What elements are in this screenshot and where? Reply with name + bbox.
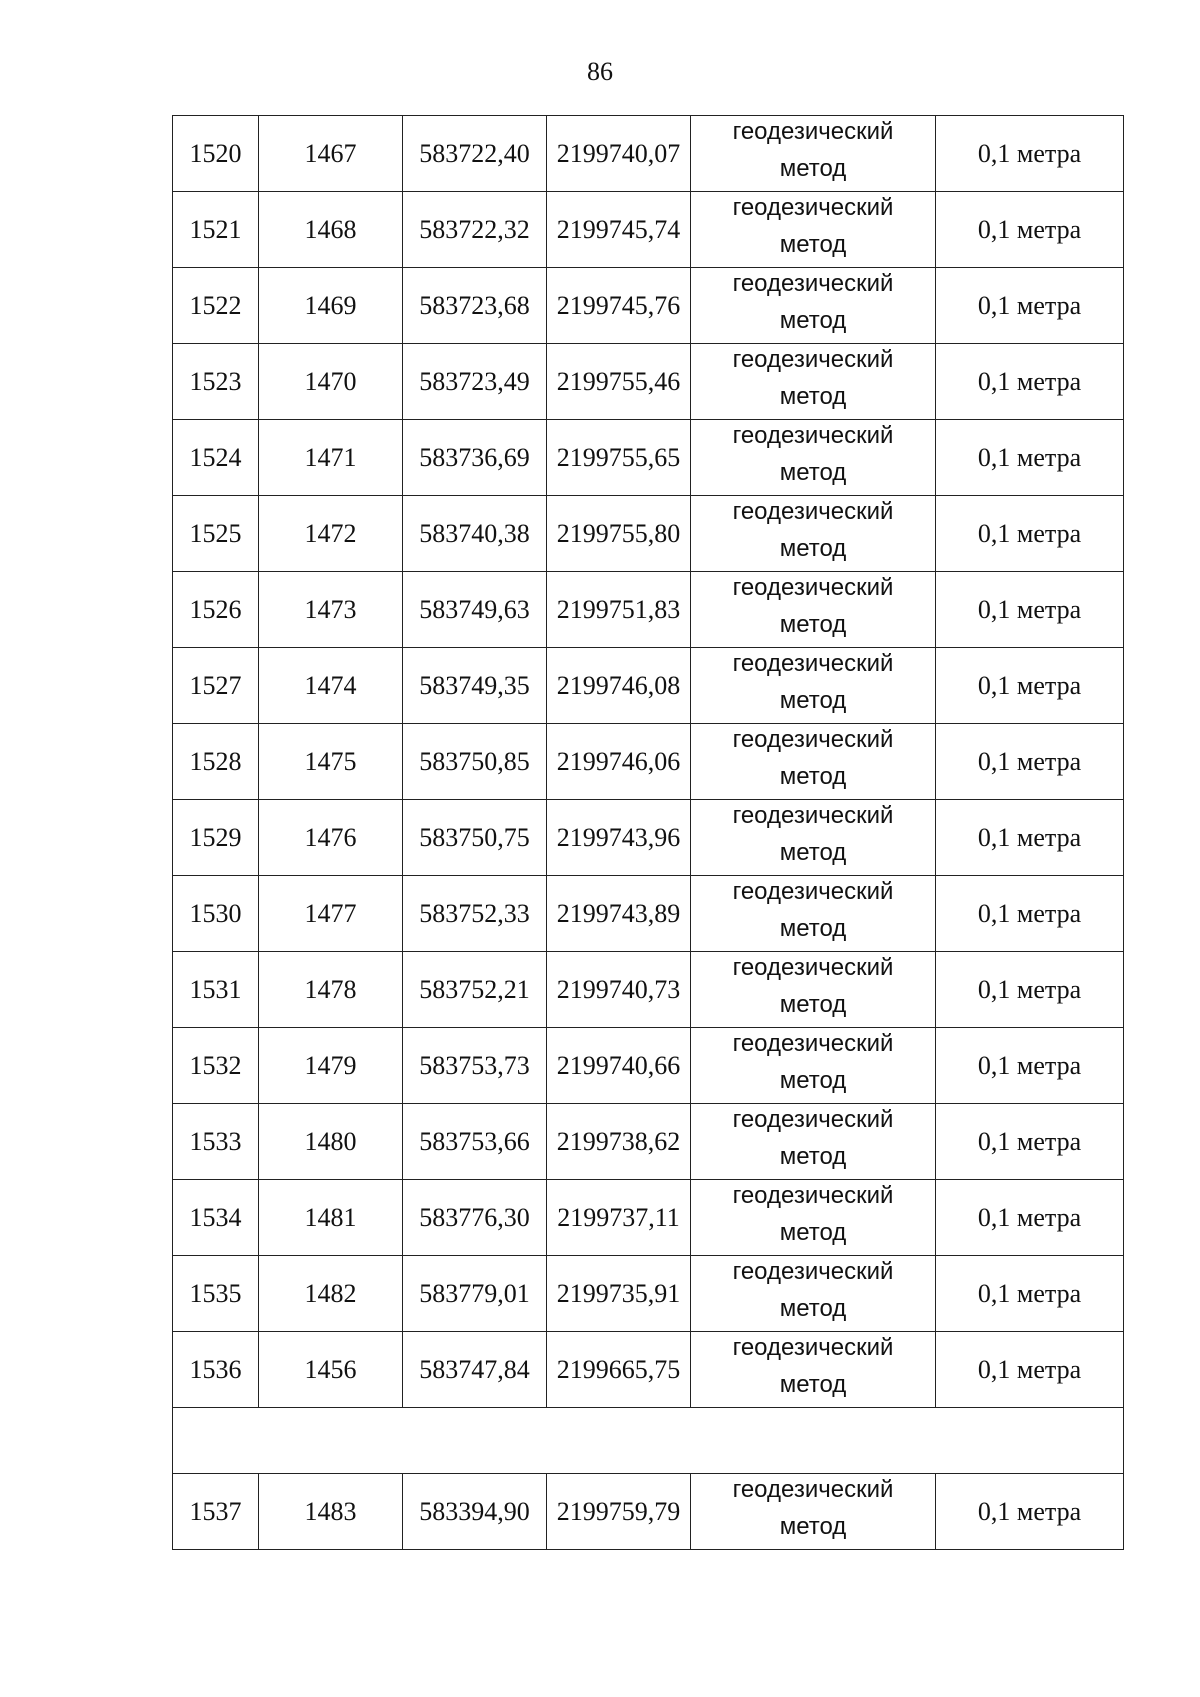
row-number-cell: 1529 [173, 800, 259, 876]
row-number-cell: 1534 [173, 1180, 259, 1256]
method-word-1: геодезический [732, 1333, 894, 1361]
method-word-1: геодезический [732, 649, 894, 677]
y-coordinate-cell: 2199751,83 [547, 572, 691, 648]
row-number-cell: 1523 [173, 344, 259, 420]
table-row [173, 1474, 1124, 1550]
point-number-cell: 1483 [259, 1474, 403, 1550]
x-coordinate-cell: 583753,73 [403, 1028, 547, 1104]
y-coordinate-cell: 2199755,65 [547, 420, 691, 496]
x-coordinate-cell: 583752,33 [403, 876, 547, 952]
y-coordinate-cell: 2199740,66 [547, 1028, 691, 1104]
point-number-cell: 1474 [259, 648, 403, 724]
method-word-1: геодезический [732, 193, 894, 221]
method-cell [691, 116, 936, 192]
method-word-1: геодезический [732, 725, 894, 753]
method-cell [691, 876, 936, 952]
method-cell [691, 420, 936, 496]
method-cell [691, 952, 936, 1028]
table-row [173, 800, 1124, 876]
x-coordinate-cell: 583776,30 [403, 1180, 547, 1256]
method-word-2: метод [779, 306, 847, 334]
accuracy-cell: 0,1 метра [936, 1256, 1124, 1332]
method-cell [691, 192, 936, 268]
y-coordinate-cell: 2199743,96 [547, 800, 691, 876]
method-cell [691, 268, 936, 344]
method-word-1: геодезический [732, 421, 894, 449]
method-cell [691, 648, 936, 724]
row-number-cell: 1537 [173, 1474, 259, 1550]
method-word-1: геодезический [732, 1181, 894, 1209]
table-row [173, 420, 1124, 496]
method-word-1: геодезический [732, 497, 894, 525]
method-cell [691, 1028, 936, 1104]
point-number-cell: 1473 [259, 572, 403, 648]
row-number-cell: 1525 [173, 496, 259, 572]
method-word-2: метод [779, 154, 847, 182]
point-number-cell: 1470 [259, 344, 403, 420]
point-number-cell: 1467 [259, 116, 403, 192]
x-coordinate-cell: 583753,66 [403, 1104, 547, 1180]
y-coordinate-cell: 2199740,07 [547, 116, 691, 192]
row-number-cell: 1522 [173, 268, 259, 344]
y-coordinate-cell: 2199746,08 [547, 648, 691, 724]
row-number-cell: 1528 [173, 724, 259, 800]
y-coordinate-cell: 2199743,89 [547, 876, 691, 952]
y-coordinate-cell: 2199755,46 [547, 344, 691, 420]
table-row [173, 1028, 1124, 1104]
method-cell [691, 1180, 936, 1256]
accuracy-cell: 0,1 метра [936, 1332, 1124, 1408]
row-number-cell: 1520 [173, 116, 259, 192]
point-number-cell: 1472 [259, 496, 403, 572]
point-number-cell: 1475 [259, 724, 403, 800]
method-cell [691, 1256, 936, 1332]
row-number-cell: 1526 [173, 572, 259, 648]
x-coordinate-cell: 583750,75 [403, 800, 547, 876]
accuracy-cell: 0,1 метра [936, 876, 1124, 952]
x-coordinate-cell: 583752,21 [403, 952, 547, 1028]
accuracy-cell: 0,1 метра [936, 268, 1124, 344]
accuracy-cell: 0,1 метра [936, 116, 1124, 192]
method-word-2: метод [779, 1142, 847, 1170]
accuracy-cell: 0,1 метра [936, 648, 1124, 724]
accuracy-cell: 0,1 метра [936, 1104, 1124, 1180]
point-number-cell: 1477 [259, 876, 403, 952]
method-word-1: геодезический [732, 269, 894, 297]
method-cell [691, 496, 936, 572]
method-word-2: метод [779, 458, 847, 486]
accuracy-cell: 0,1 метра [936, 724, 1124, 800]
method-word-2: метод [779, 382, 847, 410]
method-word-2: метод [779, 534, 847, 562]
method-word-1: геодезический [732, 1029, 894, 1057]
table-row [173, 268, 1124, 344]
x-coordinate-cell: 583749,63 [403, 572, 547, 648]
method-cell [691, 1332, 936, 1408]
x-coordinate-cell: 583750,85 [403, 724, 547, 800]
table-row [173, 876, 1124, 952]
method-word-2: метод [779, 1218, 847, 1246]
accuracy-cell: 0,1 метра [936, 192, 1124, 268]
y-coordinate-cell: 2199735,91 [547, 1256, 691, 1332]
x-coordinate-cell: 583722,40 [403, 116, 547, 192]
x-coordinate-cell: 583749,35 [403, 648, 547, 724]
method-cell [691, 1104, 936, 1180]
y-coordinate-cell: 2199759,79 [547, 1474, 691, 1550]
point-number-cell: 1469 [259, 268, 403, 344]
table-row [173, 1332, 1124, 1408]
page-number: 86 [587, 57, 613, 86]
point-number-cell: 1478 [259, 952, 403, 1028]
method-word-1: геодезический [732, 953, 894, 981]
coordinates-table [172, 115, 1124, 1550]
spacer-cell [173, 1408, 1124, 1474]
method-word-1: геодезический [732, 1475, 894, 1503]
point-number-cell: 1479 [259, 1028, 403, 1104]
row-number-cell: 1531 [173, 952, 259, 1028]
point-number-cell: 1468 [259, 192, 403, 268]
table-row [173, 116, 1124, 192]
y-coordinate-cell: 2199745,74 [547, 192, 691, 268]
x-coordinate-cell: 583723,49 [403, 344, 547, 420]
method-word-1: геодезический [732, 1257, 894, 1285]
table-row [173, 496, 1124, 572]
method-word-2: метод [779, 1370, 847, 1398]
x-coordinate-cell: 583723,68 [403, 268, 547, 344]
table-row [173, 192, 1124, 268]
accuracy-cell: 0,1 метра [936, 496, 1124, 572]
table-row [173, 1180, 1124, 1256]
accuracy-cell: 0,1 метра [936, 572, 1124, 648]
point-number-cell: 1482 [259, 1256, 403, 1332]
method-word-2: метод [779, 914, 847, 942]
table-row [173, 572, 1124, 648]
method-word-1: геодезический [732, 117, 894, 145]
table-row [173, 952, 1124, 1028]
row-number-cell: 1524 [173, 420, 259, 496]
row-number-cell: 1527 [173, 648, 259, 724]
x-coordinate-cell: 583747,84 [403, 1332, 547, 1408]
spacer-row [173, 1408, 1124, 1474]
accuracy-cell: 0,1 метра [936, 420, 1124, 496]
y-coordinate-cell: 2199745,76 [547, 268, 691, 344]
method-word-1: геодезический [732, 801, 894, 829]
method-word-2: метод [779, 686, 847, 714]
method-word-1: геодезический [732, 573, 894, 601]
accuracy-cell: 0,1 метра [936, 800, 1124, 876]
point-number-cell: 1480 [259, 1104, 403, 1180]
table-row [173, 1104, 1124, 1180]
method-word-1: геодезический [732, 1105, 894, 1133]
row-number-cell: 1530 [173, 876, 259, 952]
coordinates-table-body [173, 116, 1124, 1550]
accuracy-cell: 0,1 метра [936, 344, 1124, 420]
accuracy-cell: 0,1 метра [936, 1474, 1124, 1550]
y-coordinate-cell: 2199665,75 [547, 1332, 691, 1408]
accuracy-cell: 0,1 метра [936, 1180, 1124, 1256]
row-number-cell: 1536 [173, 1332, 259, 1408]
method-cell [691, 344, 936, 420]
method-word-2: метод [779, 1512, 847, 1540]
x-coordinate-cell: 583740,38 [403, 496, 547, 572]
row-number-cell: 1535 [173, 1256, 259, 1332]
accuracy-cell: 0,1 метра [936, 1028, 1124, 1104]
method-cell [691, 1474, 936, 1550]
method-word-1: геодезический [732, 877, 894, 905]
method-cell [691, 724, 936, 800]
method-word-1: геодезический [732, 345, 894, 373]
y-coordinate-cell: 2199755,80 [547, 496, 691, 572]
method-word-2: метод [779, 1066, 847, 1094]
point-number-cell: 1481 [259, 1180, 403, 1256]
y-coordinate-cell: 2199746,06 [547, 724, 691, 800]
point-number-cell: 1471 [259, 420, 403, 496]
point-number-cell: 1456 [259, 1332, 403, 1408]
accuracy-cell: 0,1 метра [936, 952, 1124, 1028]
method-word-2: метод [779, 230, 847, 258]
method-word-2: метод [779, 610, 847, 638]
table-row [173, 344, 1124, 420]
y-coordinate-cell: 2199740,73 [547, 952, 691, 1028]
table-row [173, 724, 1124, 800]
method-cell [691, 800, 936, 876]
table-row [173, 1256, 1124, 1332]
method-word-2: метод [779, 762, 847, 790]
row-number-cell: 1533 [173, 1104, 259, 1180]
row-number-cell: 1521 [173, 192, 259, 268]
table-row [173, 648, 1124, 724]
x-coordinate-cell: 583736,69 [403, 420, 547, 496]
method-cell [691, 572, 936, 648]
x-coordinate-cell: 583722,32 [403, 192, 547, 268]
y-coordinate-cell: 2199737,11 [547, 1180, 691, 1256]
y-coordinate-cell: 2199738,62 [547, 1104, 691, 1180]
method-word-2: метод [779, 990, 847, 1018]
method-word-2: метод [779, 838, 847, 866]
x-coordinate-cell: 583779,01 [403, 1256, 547, 1332]
point-number-cell: 1476 [259, 800, 403, 876]
x-coordinate-cell: 583394,90 [403, 1474, 547, 1550]
method-word-2: метод [779, 1294, 847, 1322]
row-number-cell: 1532 [173, 1028, 259, 1104]
